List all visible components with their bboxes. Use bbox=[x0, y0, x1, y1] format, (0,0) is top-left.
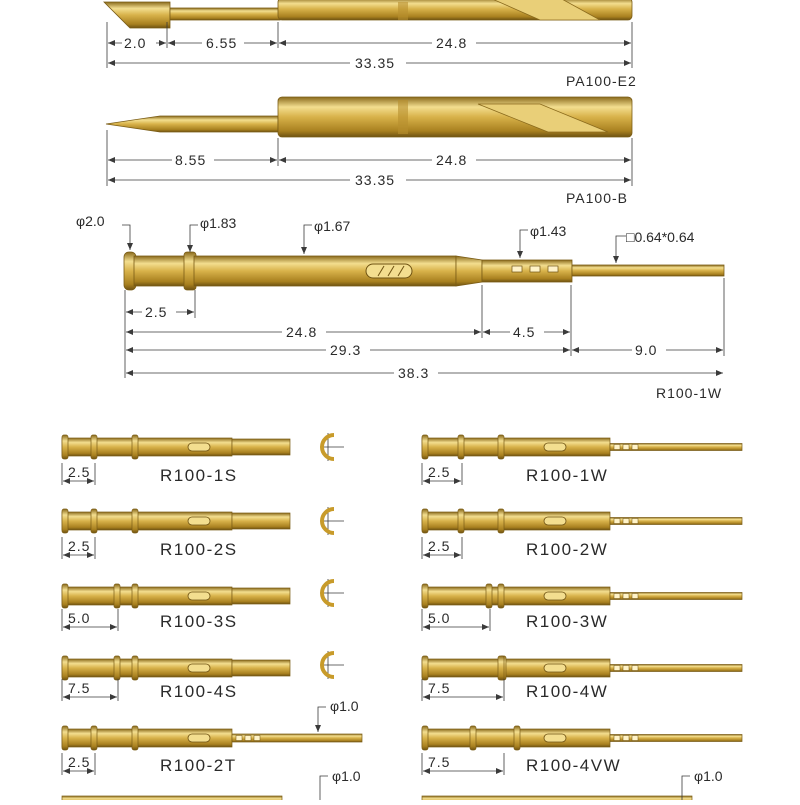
probe-window bbox=[188, 443, 210, 451]
probe-ring bbox=[62, 656, 68, 680]
probe-barrel bbox=[422, 659, 610, 677]
r100-1w-dim-24-8: 24.8 bbox=[286, 324, 318, 340]
r100-1w-dim-2-5: 2.5 bbox=[145, 304, 168, 320]
probe-ring bbox=[91, 726, 97, 750]
probe-ring bbox=[422, 435, 428, 459]
r100-1w-detail-probe bbox=[124, 252, 724, 290]
probe-ring bbox=[458, 435, 464, 459]
probe-window bbox=[544, 592, 566, 600]
bottom-left-diam: φ1.0 bbox=[332, 768, 361, 784]
probe-slot bbox=[632, 519, 638, 524]
probe-body bbox=[422, 726, 742, 750]
right-variant-dim: 2.5 bbox=[428, 538, 451, 554]
probe-window bbox=[188, 517, 210, 525]
probe-ring bbox=[132, 656, 138, 680]
crown-tip-icon bbox=[320, 507, 344, 535]
r100-1w-diam-1-43: φ1.43 bbox=[530, 223, 567, 239]
probe-tail bbox=[610, 593, 742, 600]
pa100-b-probe bbox=[106, 97, 632, 137]
probe-ring bbox=[498, 656, 504, 680]
left-variant-label: R100-2T bbox=[160, 756, 237, 775]
right-variant-label: R100-1W bbox=[526, 466, 609, 485]
probe-ring bbox=[422, 509, 428, 533]
crown-tip-icon bbox=[320, 579, 344, 607]
probe-tail bbox=[610, 444, 742, 451]
probe-slot bbox=[632, 445, 638, 450]
probe-ring bbox=[114, 656, 120, 680]
left-variant-label: R100-4S bbox=[160, 682, 238, 701]
probe-slot bbox=[254, 736, 260, 741]
probe-body bbox=[62, 584, 290, 608]
pa100-e2-dim-3: 24.8 bbox=[436, 35, 468, 51]
probe-ring bbox=[62, 584, 68, 608]
left-variant-label: R100-3S bbox=[160, 612, 238, 631]
probe-slot bbox=[632, 736, 638, 741]
probe-window bbox=[188, 592, 210, 600]
probe-slot bbox=[623, 736, 629, 741]
probe-ring bbox=[422, 584, 428, 608]
probe-body bbox=[422, 584, 742, 608]
r100-1w-detail-label: R100-1W bbox=[656, 385, 723, 401]
probe-tail bbox=[232, 513, 290, 529]
r100-1w-dim-9-0: 9.0 bbox=[635, 342, 658, 358]
probe-tail bbox=[232, 439, 290, 455]
pa100-e2-label: PA100-E2 bbox=[566, 73, 637, 89]
r100-1w-dim-4-5: 4.5 bbox=[513, 324, 536, 340]
r100-1w-square-size: □0.64*0.64 bbox=[626, 229, 695, 245]
r100-2t-diam: φ1.0 bbox=[330, 698, 359, 714]
diam-leader bbox=[320, 776, 328, 800]
probe-tail bbox=[232, 588, 290, 604]
probe-tail bbox=[232, 734, 362, 742]
diam-leader bbox=[318, 707, 326, 732]
left-variant-label: R100-2S bbox=[160, 540, 238, 559]
probe-ring bbox=[486, 584, 492, 608]
probe-tail bbox=[610, 665, 742, 672]
probe-ring bbox=[62, 435, 68, 459]
probe-ring bbox=[498, 584, 504, 608]
probe-barrel bbox=[422, 587, 610, 605]
left-variant-dim: 2.5 bbox=[68, 754, 91, 770]
r100-1w-diam-1-83: φ1.83 bbox=[200, 215, 237, 231]
probe-body bbox=[422, 435, 742, 459]
right-variant-dim: 7.5 bbox=[428, 754, 451, 770]
crown-tip-icon bbox=[320, 651, 344, 679]
r100-1w-dimensions bbox=[125, 278, 724, 378]
probe-ring bbox=[132, 726, 138, 750]
probe-slot bbox=[236, 736, 242, 741]
probe-barrel bbox=[422, 512, 610, 530]
probe-slot bbox=[623, 666, 629, 671]
probe-tail bbox=[610, 735, 742, 742]
bottom-left-probe-partial bbox=[62, 796, 282, 800]
probe-ring bbox=[132, 509, 138, 533]
probe-ring bbox=[62, 726, 68, 750]
pa100-e2-total: 33.35 bbox=[355, 55, 396, 71]
probe-slot bbox=[614, 594, 620, 599]
probe-slot bbox=[623, 519, 629, 524]
probe-window bbox=[544, 443, 566, 451]
probe-ring bbox=[514, 726, 520, 750]
probe-slot bbox=[632, 666, 638, 671]
left-variant-dim: 2.5 bbox=[68, 538, 91, 554]
probe-ring bbox=[91, 509, 97, 533]
probe-body bbox=[422, 656, 742, 680]
pa100-b-label: PA100-B bbox=[566, 190, 628, 206]
probe-body bbox=[62, 435, 290, 459]
probe-ring bbox=[470, 726, 476, 750]
right-variant-label: R100-4W bbox=[526, 682, 609, 701]
right-variant-dim: 7.5 bbox=[428, 680, 451, 696]
left-variant-dim: 5.0 bbox=[68, 610, 91, 626]
bottom-right-probe-partial bbox=[422, 796, 692, 800]
pa100-e2-probe bbox=[104, 0, 632, 28]
right-variant-label: R100-3W bbox=[526, 612, 609, 631]
probe-slot bbox=[623, 594, 629, 599]
right-variant-dim: 2.5 bbox=[428, 464, 451, 480]
probe-body bbox=[62, 726, 362, 750]
probe-body bbox=[62, 656, 290, 680]
probe-ring bbox=[132, 435, 138, 459]
probe-tail bbox=[610, 518, 742, 525]
probe-barrel bbox=[422, 438, 610, 456]
probe-ring bbox=[422, 726, 428, 750]
left-variant-label: R100-1S bbox=[160, 466, 238, 485]
right-variant-label: R100-4VW bbox=[526, 756, 622, 775]
probe-slot bbox=[614, 445, 620, 450]
probe-window bbox=[544, 734, 566, 742]
right-variant-dim: 5.0 bbox=[428, 610, 451, 626]
probe-ring bbox=[62, 509, 68, 533]
probe-window bbox=[544, 664, 566, 672]
probe-ring bbox=[114, 584, 120, 608]
probe-window bbox=[544, 517, 566, 525]
probe-ring bbox=[422, 656, 428, 680]
right-variant-label: R100-2W bbox=[526, 540, 609, 559]
probe-ring bbox=[132, 584, 138, 608]
pa100-b-dim-1: 8.55 bbox=[175, 152, 207, 168]
pa100-e2-dim-1: 2.0 bbox=[124, 35, 147, 51]
pa100-b-dim-2: 24.8 bbox=[436, 152, 468, 168]
left-variant-dim: 2.5 bbox=[68, 464, 91, 480]
probe-slot bbox=[632, 594, 638, 599]
probe-body bbox=[62, 509, 290, 533]
pa100-b-total: 33.35 bbox=[355, 172, 396, 188]
r100-1w-dim-38-3: 38.3 bbox=[398, 365, 430, 381]
probe-slot bbox=[614, 519, 620, 524]
r100-1w-dim-29-3: 29.3 bbox=[330, 342, 362, 358]
probe-ring bbox=[498, 435, 504, 459]
probe-ring bbox=[91, 435, 97, 459]
probe-slot bbox=[614, 666, 620, 671]
r100-1w-diam-2-0: φ2.0 bbox=[76, 213, 105, 229]
pa100-e2-dim-2: 6.55 bbox=[206, 35, 238, 51]
probe-tail bbox=[232, 660, 290, 676]
probe-body bbox=[422, 509, 742, 533]
probe-slot bbox=[614, 736, 620, 741]
bottom-right-diam: φ1.0 bbox=[694, 768, 723, 784]
probe-slot bbox=[245, 736, 251, 741]
probe-slot bbox=[623, 445, 629, 450]
crown-tip-icon bbox=[320, 433, 344, 461]
probe-window bbox=[188, 734, 210, 742]
variant-grid bbox=[62, 433, 742, 800]
probe-ring bbox=[498, 509, 504, 533]
r100-1w-diam-1-67: φ1.67 bbox=[314, 218, 351, 234]
probe-ring bbox=[458, 509, 464, 533]
left-variant-dim: 7.5 bbox=[68, 680, 91, 696]
probe-window bbox=[188, 664, 210, 672]
